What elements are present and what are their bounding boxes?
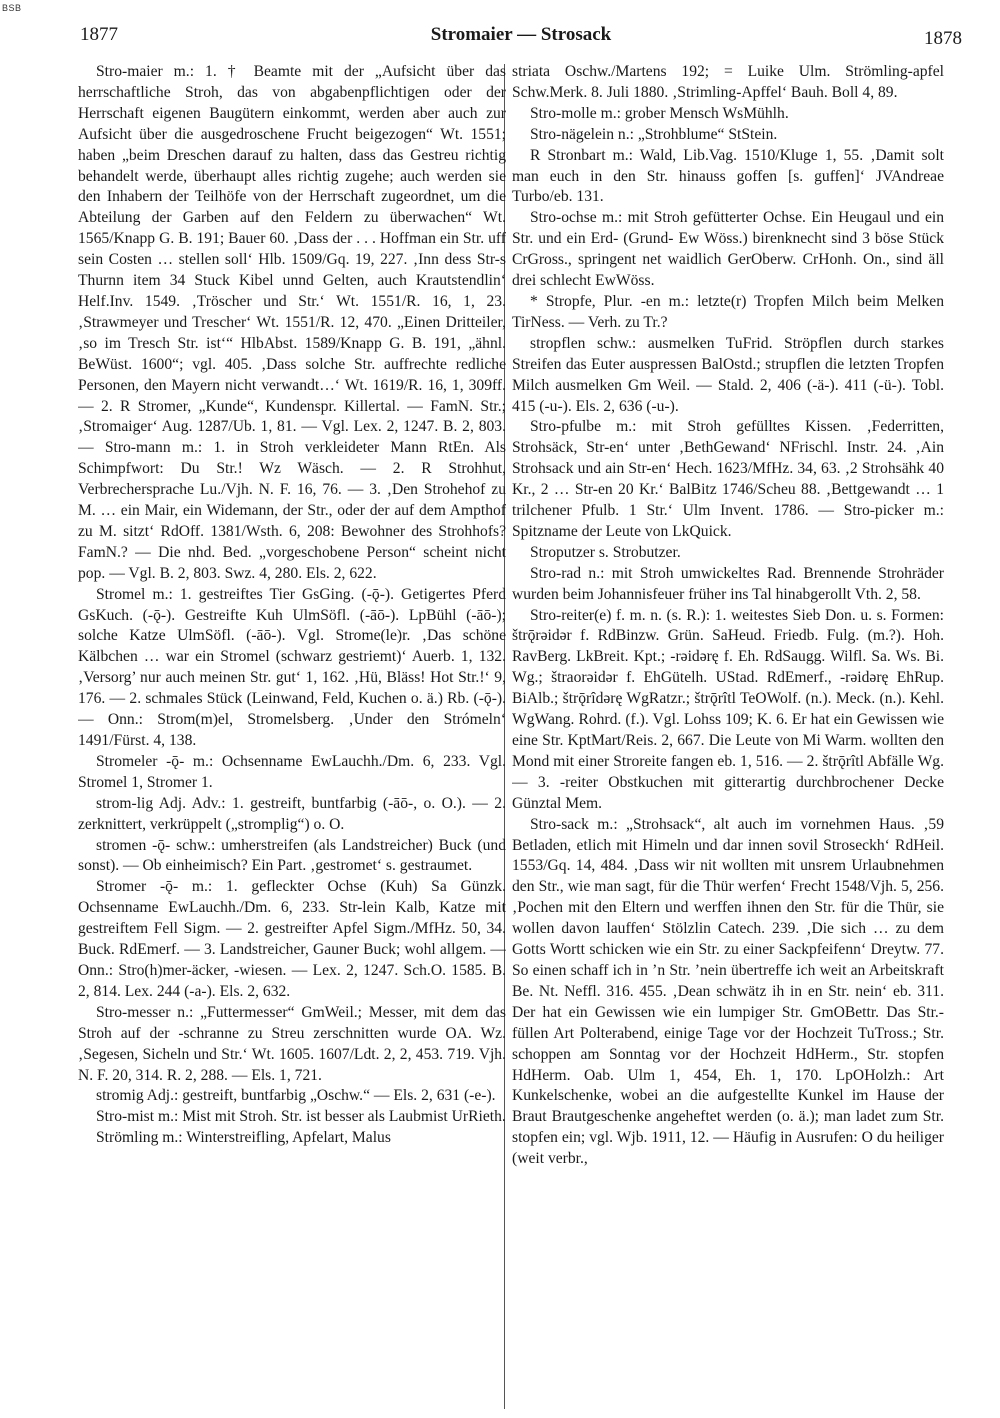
entry-stropflen: stropflen schw.: ausmelken TuFrid. Ströpflen durch starkes Streifen das Euter auspressen BalOstd.; strupflen die letzten Tropfen Milch ausmelken Gm Weil. — Stald. 2, 406 (-ä-). 411 (-ü-). Tobl. 415 (-u-). Els. 2, 636 (-u-). [512,334,944,415]
entry-stroputzer: Stroputzer s. Strobutzer. [530,543,681,561]
left-column [78,62,506,1412]
entry-stro-rad: Stro-rad n.: mit Stroh umwickeltes Rad. Brennende Strohräder wurden beim Johannisfeuer früher ins Tal hinabgerollt Vth. 2, 58. [512,564,944,603]
entry-stromlig: strom-lig Adj. Adv.: 1. gestreift, buntfarbig (-āō-, o. O.). — 2. zerknittert, verkrüppelt („stromplig“) o. O. [78,794,506,833]
entry-stromen: stromen -ǭ- schw.: umherstreifen (als Landstreicher) Buck (und sonst). — Ob einheimisch? Ein Part. ‚gestromet‘ s. gestraumet. [78,836,506,875]
page-number-right: 1878 [924,28,962,49]
entry-stro-molle: Stro-molle m.: grober Mensch WsMühlh. [530,104,789,122]
entry-stromer: Stromer -ǭ- m.: 1. gefleckter Ochse (Kuh) Sa Günzk. Ochsenname EwLauchh./Dm. 6, 233. Str-lein Kalb, Katze mit gestreiftem Fell Sigm. — 2. gestreifter Apfel Sigm./MfHz. 50, 34. Buck. RdEmerf. — 3. Landstreicher, Gauner Buck; wohl allgem. — Onn.: Stro(h)mer-äcker, -wiesen. — Lex. 2, 1247. Sch.O. 1585. B. 2, 814. Lex. 244 (-a-). Els. 2, 632. [78,878,506,1000]
page-number-left: 1877 [80,24,118,45]
entry-stro-nageleln: Stro-nägelein n.: „Strohblume“ StStein. [530,125,778,143]
entry-stronbart: R Stronbart m.: Wald, Lib.Vag. 1510/Kluge 1, 55. ‚Damit solt man euch in den Str. hinauss goffen [s. guffen]‘ JVAndreae Turbo/eb. 131. [512,146,944,206]
entry-stro-sack: Stro-sack m.: „Strohsack“, alt auch im vornehmen Haus. ‚59 Betladen, etlich mit Himeln und dar innen sovil Stroseckh‘ RdHeil. 1553/Gq. 14, 484. ‚Dass wir nit wollten mit unsrem Urlaubnehmen den Str., wie man sagt, für die Thür werfen‘ Frecht 1548/Vjh. 5, 256. ‚Pochen mit den Eltern und werffen ihnen den Str. für die Thür, sie wollen davon lauffen‘ Stölzlin Catech. 239. ‚Die sich … zu dem Gotts Wortt schicken wie ein Str. zu einer Sackpfeifenn‘ Dreytw. 77. So einen schaff ich in ’n Str. ’nein übertreffe ich weit an Arbeitskraft Be. Nt. Neffl. 316. 455. ‚Dean schwätz ih in en Str. nein‘ eb. 311. Der hat ein Gewissen wie ein lumpiger Str. GmOBettr. Das Str.-füllen Art Polterabend, einige Tage vor der Hochzeit TuTross.; Str. schoppen am Sonntag vor der Hochzeit HdHerm., Str. stopfen HdHerm. Oab. Ulm 1, 454, Eh. 1, 170. LpOHolzh.: Art Kunkelschenke, wobei an die aufgestellte Kunkel im Hause der Braut Brautgeschenke angeheftet werden (o. ä.); man ladet zum Str. stopfen ein; vgl. Wjb. 1911, 12. — Häufig in Ausrufen: O du heiliger (weit verbr., [512,815,944,1168]
page-header [80,18,962,48]
entry-stro-reiter: Stro-reiter(e) f. m. n. (s. R.): 1. weitestes Sieb Don. u. s. Formen: štrǭrəidər f. RdBinzw. Grün. SaHeud. Friedb. Fulg. (m.?). Hoh. RavBerg. LkBreit. Kpt.; -rəidərę f. Eh. RdSaugg. Wilfl. Sa. Ws. Bi. Wg.; štraorəidər f. EhGütelh. UStad. RdEmerf., -rəidərę EhRup. BiAlb.; štrǭrîdərę WgRatzr.; štrǭrîtl TeOWolf. (n.). Meck. (n.). Kehl. WgWang. Rohrd. (f.). Vgl. Lohss 109; K. 6. Er hat ein Gewissen wie eine Str. KptMart/Reis. 2, 667. Die Leute von Mi Warm. wollten den Mond mit einer Stroreite fangen eb. 1, 516. — 2. štrǭrîtl Abfälle Wg. — 3. -reiter Obstkuchen mit gitterartig durchbrochener Decke Günztal Mem. [512,606,944,812]
entry-stro-maier: Stro-maier m.: 1. † Beamte mit der „Aufsicht über das herrschaftliche Stroh, das von abgabenpflichtigen oder der Herrschaft eigenen Baugütern einkommt, werden aber auch zur Aufsicht über die ausgedroschene Frucht beigezogen“ Wt. 1551; haben „beim Dreschen darauf zu halten, dass das Gestreu richtig behandelt werde, überhaupt alles richtig zugehe; auch werden sie den Inhabern der Teilhöfe von der Herrschaft zugeordnet, um die Abteilung der Garben auf den Feldern zu überwachen“ Wt. 1565/Knapp G. B. 191; Bauer 60. ‚Dass der . . . Hoffman ein Str. uff sein Costen … stellen soll‘ Hlb. 1509/Gq. 19, 227. ‚Inn dess Str-s Thurnn item 34 Stuck Kibel unnd Gelten, auch Krautstendlin‘ Helf.Inv. 1549. ‚Tröscher und Str.‘ Wt. 1551/R. 16, 1, 23. ‚Strawmeyer und Trescher‘ Wt. 1551/R. 12, 470. „Einen Dritteiler, ‚so im Tresch Str. ist‘“ HlbAbst. 1589/Knapp G. B. 191, „ähnl. BeWüst. 1600“; vgl. 405. ‚Dass solche Str. auffrechte redliche Personen, den Mayern nicht verwandt…‘ Wt. 1619/R. 16, 1, 309ff. — 2. R Stromer, „Kunde“, Kundenspr. Killertal. — FamN. Str.; ‚Stromaiger‘ Aug. 1287/Ub. 1, 81. — Vgl. Lex. 2, 1247. B. 2, 803. — Stro-mann m.: 1. in Stroh verkleideter Mann RtEn. Als Schimpfwort: Du Str.! Wz Wäsch. — 2. R Strohhut, Verbrechersprache Lu./Vjh. N. F. 16, 76. — 3. ‚Den Strohehof zu M. … ein Mair, ein Widemann, der Str., oder der auf dem Ampthof zu M. sitzt‘ RdOff. 1381/Wsth. 6, 208: Bewohner des Strohhofs? FamN.? — Die nhd. Bed. „vorgeschobene Person“ scheint nicht pop. — Vgl. B. 2, 803. Swz. 4, 280. Els. 2, 622. [78,63,506,582]
running-title: Stromaier — Strosack [430,24,612,45]
right-column [512,62,944,1412]
library-stamp: BSB [2,3,22,13]
entry-stromig: stromig Adj.: gestreift, buntfarbig „Oschw.“ — Els. 2, 631 (-e-). [96,1087,496,1105]
entry-stropfe: * Stropfe, Plur. -en m.: letzte(r) Tropfen Milch beim Melken TirNess. — Verh. zu Tr.? [512,292,944,331]
entry-stro-mist: Stro-mist m.: Mist mit Stroh. Str. ist besser als Laubmist UrRieth. [96,1108,506,1126]
entry-stromling: Strömling m.: Winterstreifling, Apfelart, Malus [96,1129,391,1147]
entry-stromel: Stromel m.: 1. gestreiftes Tier GsGing. (-ǭ-). Getigertes Pferd GsKuch. (-ǭ-). Gestreifte Kuh UlmSöfl. (-āō-). LpBühl (-āō-); solche Katze UlmSöfl. (-āō-). Vgl. Strome(le)r. ‚Das schöne Kälbchen … war ein Stromel (schwarz gestriemt)‘ Auerb. 1, 132. ‚Versorg’ nur auch meinen Str. gut‘ 1, 162. ‚Hü, Bläss! Hot Str.!‘ 9, 176. — 2. schmales Stück (Leinwand, Feld, Kuchen o. ä.) Rb. (-ǭ-). — Onn.: Strom(m)el, Stromelsberg. ‚Under den Strómeln‘ 1491/Fürst. 4, 138. [78,585,506,749]
entry-stromeler: Stromeler -ǭ- m.: Ochsenname EwLauchh./Dm. 6, 233. Vgl. Stromel 1, Stromer 1. [78,752,506,791]
entry-stro-ochse: Stro-ochse m.: mit Stroh gefütterter Ochse. Ein Heugaul und ein Str. und ein Erd- (Grund- Ew Wöss.) birenknecht sind 3 böse Stück CrGross., springent net waidlich GerOberw. CrHonh. On., sind äll drei schlecht EwWöss. [512,209,944,290]
entry-stro-messer: Stro-messer n.: „Futtermesser“ GmWeil.; Messer, mit dem das Stroh auf der -schranne zu Streu zerschnitten wurde OA. Wz. ‚Segesen, Sicheln und Str.‘ Wt. 1605. 1607/Ldt. 2, 2, 453. 719. Vjh. N. F. 20, 314. R. 2, 288. — Els. 1, 721. [78,1003,506,1084]
entry-continuation: striata Oschw./Martens 192; = Luike Ulm. Strömling-apfel Schw.Merk. 8. Juli 1880. ‚Strimling-Apffel‘ Bauh. Boll 4, 89. [512,63,944,101]
entry-stro-pfulbe: Stro-pfulbe m.: mit Stroh gefülltes Kissen. ‚Federritten, Strohsäck, Str-en‘ unter ‚BethGewand‘ NFrischl. Instr. 24. ‚Ain Strohsack und ain Str-en‘ Hech. 1623/MfHz. 34, 63. ‚2 Strohsähk 40 Kr., 2 … Str-en 20 Kr.‘ BalBitz 1746/Scheu 88. ‚Bettgewandt … 1 trilchener Pfulb. 1 Str.‘ Ulm Invent. 1786. — Stro-picker m.: Spitzname der Leute von LkQuick. [512,418,944,540]
